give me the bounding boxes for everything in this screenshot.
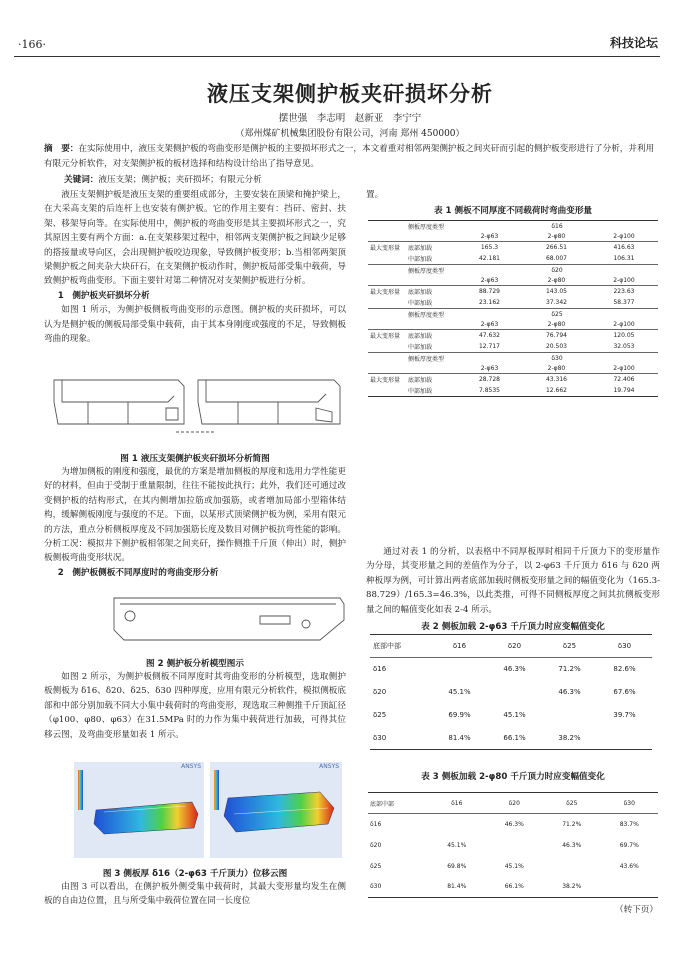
table-1-value-cell: 7.8535 bbox=[478, 387, 500, 394]
figure-1-caption: 图 1 液压支架侧护板夹矸损坏分析简图 bbox=[120, 454, 270, 464]
article-authors: 摆世强 李志明 赵新亚 李宁宁 bbox=[278, 113, 422, 124]
table-1-load-label: 中部加载 bbox=[406, 297, 456, 309]
table-1-value-cell: 12.717 bbox=[456, 341, 523, 353]
table-3-row-label: δ30 bbox=[370, 883, 382, 891]
table-1-middle-load-row bbox=[368, 297, 658, 309]
table-1-load-label: 中部加载 bbox=[408, 388, 433, 395]
table-1-col-head: 2-φ80 bbox=[523, 232, 590, 242]
table-2-col-head: δ16 bbox=[452, 642, 467, 650]
article-title: 液压支架侧护板夹矸损坏分析 bbox=[207, 82, 493, 106]
table-1-value-cell: 106.31 bbox=[590, 253, 658, 265]
table-1-row-label: 最大变形量 bbox=[370, 245, 401, 252]
table-1-value-cell: 223.63 bbox=[613, 288, 635, 295]
table-1-value-cell: 72.406 bbox=[613, 376, 635, 383]
table-1-empty-cell bbox=[368, 385, 406, 397]
table-2-row bbox=[370, 681, 652, 704]
table-1-col-head: 2-φ100 bbox=[590, 320, 658, 330]
table-1-empty-cell bbox=[406, 232, 456, 242]
table-1-load-label: 底部加载 bbox=[408, 333, 433, 340]
table-1-thickness-value: δ30 bbox=[551, 355, 563, 362]
table-1-value-cell: 28.728 bbox=[478, 376, 500, 383]
table-3-corner: 底部中部 bbox=[370, 800, 395, 808]
table-1-row-label: 最大变形量 bbox=[370, 289, 401, 296]
table-1-value-cell: 23.162 bbox=[456, 297, 523, 309]
fea-contour-right bbox=[210, 762, 342, 858]
table-1-thickness-row bbox=[368, 353, 658, 365]
right-column-continued bbox=[366, 188, 660, 202]
table-1-col-head: 2-φ63 bbox=[456, 364, 523, 374]
table-2-col-head: δ25 bbox=[562, 642, 577, 650]
figure-2-drawing bbox=[110, 590, 348, 648]
table-1-load-label: 底部加载 bbox=[408, 289, 433, 296]
page-number: ·166· bbox=[18, 38, 46, 51]
table-1-value-cell: 120.05 bbox=[613, 332, 635, 339]
table-2-row bbox=[370, 658, 652, 681]
table-3-value-cell: 43.6% bbox=[619, 862, 639, 870]
table-2-col-head: δ20 bbox=[507, 642, 522, 650]
ansys-logo-left: ANSYS bbox=[181, 763, 201, 770]
right-column-middle bbox=[366, 545, 660, 617]
table-1-col-head: 2-φ80 bbox=[523, 276, 590, 286]
table-1-value-cell: 20.503 bbox=[523, 341, 590, 353]
table-3-value-cell: 38.2% bbox=[562, 883, 582, 891]
table-1-thickness-label: 侧板厚度类型 bbox=[408, 312, 445, 319]
figure-2-caption: 图 2 侧护板分析模型图示 bbox=[146, 659, 244, 669]
table-1-bottom-load-row bbox=[368, 286, 658, 298]
continued-text: 置。 bbox=[366, 190, 384, 200]
table-1-col-head-row bbox=[368, 276, 658, 286]
table-1-col-head: 2-φ80 bbox=[523, 320, 590, 330]
table-1-thickness-row bbox=[368, 221, 658, 233]
table-1-thickness-value: δ20 bbox=[551, 267, 563, 274]
table-1-corner-cell bbox=[368, 221, 406, 233]
figure-2 bbox=[110, 590, 348, 648]
table-1-middle-load-row bbox=[368, 253, 658, 265]
table-1 bbox=[368, 220, 658, 397]
table-1-empty-cell bbox=[368, 253, 406, 265]
table-3-row bbox=[368, 877, 658, 898]
table-1-value-cell: 19.794 bbox=[613, 387, 635, 394]
table-1-row-label: 最大变形量 bbox=[370, 377, 401, 384]
table-3-value-cell: 81.4% bbox=[447, 883, 467, 891]
table-3-col-head: δ20 bbox=[508, 799, 520, 807]
table-3-value-cell: 66.1% bbox=[504, 883, 524, 891]
table-2-value-cell: 67.6% bbox=[613, 688, 636, 696]
table-1-empty-cell bbox=[368, 320, 406, 330]
table-1-thickness-label: 侧板厚度类型 bbox=[408, 224, 445, 231]
table-3-value-cell: 45.1% bbox=[447, 841, 467, 849]
table-1-thickness-label: 侧板厚度类型 bbox=[408, 268, 445, 275]
table-2-value-cell: 46.3% bbox=[503, 665, 526, 674]
table-3-col-head: δ30 bbox=[623, 799, 635, 807]
table-2-value-cell: 38.2% bbox=[558, 733, 581, 742]
table-1-value-cell: 76.794 bbox=[545, 332, 567, 339]
keywords-label: 关键词： bbox=[64, 175, 99, 185]
table-2-value-cell: 71.2% bbox=[558, 665, 581, 674]
table-3-row bbox=[368, 856, 658, 877]
table-1-value-cell: 42.181 bbox=[456, 253, 523, 265]
left-column-middle bbox=[44, 465, 346, 580]
table-1-empty-cell bbox=[406, 320, 456, 330]
table-2-row-label: δ30 bbox=[373, 733, 387, 742]
abstract-text: 在实际使用中，液压支架侧护板的弯曲变形是侧护板的主要损坏形式之一，本文着重对相邻两架侧护板之间夹矸而引起的侧护板变形进行了分析，并利用有限元分析软件，对支架侧护板的板材选择和结构设计给出了指导意见。 bbox=[44, 144, 655, 169]
table-1-col-head-row bbox=[368, 364, 658, 374]
table-3-value-cell bbox=[428, 814, 486, 835]
table-1-col-head: 2-φ63 bbox=[456, 232, 523, 242]
table-2 bbox=[370, 634, 652, 750]
table-3-row bbox=[368, 835, 658, 856]
table-1-bottom-load-row bbox=[368, 330, 658, 342]
paragraph-4: 由图 3 可以看出，在侧护板外侧受集中载荷时，其最大变形量均发生在侧板的自由边位置，且与所受集中载荷位置在同一长度位 bbox=[44, 882, 346, 907]
table-3-row bbox=[368, 814, 658, 835]
table-2-value-cell: 46.3% bbox=[558, 688, 581, 696]
section-1-heading: 1 侧护板夹矸损坏分析 bbox=[57, 290, 150, 301]
table-1-empty-cell bbox=[368, 341, 406, 353]
table-2-value-cell: 39.7% bbox=[613, 711, 636, 719]
paragraph-3: 如图 2 所示，为侧护板侧板不同厚度时其弯曲变形的分析模型，选取侧护板侧板为 δ16、δ20、δ25、δ30 四种厚度，应用有限元分析软件，模拟侧板底部和中部分别加载不同大小集中载荷时的弯曲变形，现选取三种侧推千斤顶缸径（φ100、φ80、φ63）在31.5MPa 时的力作为集中载荷进行加载，可得其位移云图，及弯曲变形量如表 1 所示。 bbox=[44, 672, 346, 740]
table-1-value-cell: 165.3 bbox=[480, 244, 499, 251]
fea-contour-left bbox=[74, 762, 204, 858]
figure-3-right-plot bbox=[210, 762, 342, 858]
table-2-corner: 底部中部 bbox=[373, 642, 401, 650]
left-column-bottom bbox=[44, 880, 346, 909]
table-1-col-head: 2-φ100 bbox=[590, 364, 658, 374]
table-1-col-head: 2-φ63 bbox=[456, 276, 523, 286]
table-3 bbox=[368, 792, 658, 898]
table-2-value-cell bbox=[432, 658, 487, 681]
table-1-caption: 表 1 侧板不同厚度不同载荷时弯曲变形量 bbox=[433, 206, 593, 216]
figure-3-left-plot bbox=[74, 762, 204, 858]
table-1-thickness-value: δ25 bbox=[551, 311, 563, 318]
table-1-middle-load-row bbox=[368, 385, 658, 397]
table-1-corner-cell bbox=[368, 353, 406, 365]
table-1-empty-cell bbox=[368, 232, 406, 242]
journal-section: 科技论坛 bbox=[609, 36, 658, 50]
section-1-paragraph: 如图 1 所示，为侧护板侧板弯曲变形的示意图。侧护板的夹矸损坏，可以认为是侧护板的侧板局部受集中载荷，由于其本身刚度或强度的不足，导致侧板弯曲的现象。 bbox=[44, 305, 346, 345]
table-2-header-row bbox=[370, 635, 652, 658]
figure-1-drawing bbox=[48, 372, 344, 444]
table-2-value-cell: 81.4% bbox=[448, 733, 471, 742]
table-1-col-head: 2-φ63 bbox=[456, 320, 523, 330]
table-2-value-cell: 82.6% bbox=[613, 665, 636, 674]
table-1-empty-cell bbox=[406, 364, 456, 374]
table-3-value-cell: 45.1% bbox=[504, 862, 524, 870]
table-3-row-label: δ25 bbox=[370, 862, 382, 870]
table-1-value-cell: 266.51 bbox=[545, 244, 567, 251]
table-1-empty-cell bbox=[368, 297, 406, 309]
table-3-col-head: δ16 bbox=[451, 799, 463, 807]
table-3-value-cell bbox=[543, 856, 601, 877]
table-2-col-head: δ30 bbox=[617, 642, 632, 650]
table-1-empty-cell bbox=[368, 276, 406, 286]
table-1-value-cell: 416.63 bbox=[613, 244, 635, 251]
table-2-value-cell bbox=[597, 727, 652, 750]
table-1-thickness-row bbox=[368, 265, 658, 277]
table-2-row-label: δ20 bbox=[373, 688, 387, 696]
keywords bbox=[64, 173, 654, 185]
table-1-load-label: 底部加载 bbox=[408, 245, 433, 252]
table-1-thickness-row bbox=[368, 309, 658, 321]
paragraph-2: 为增加侧板的刚度和强度，最优的方案是增加侧板的厚度和选用力学性能更好的材料，但由于受制于重量限制，往往不能按此执行；此外，我们还可通过改变侧护板的结构形式，在其内侧增加拉筋或加强筋，或者增加局部小型箱体结构，缓解侧板刚度与强度的不足。下面，以某形式顶梁侧护板为例，采用有限元的方法，重点分析侧板厚度及不同加强筋长度及数目对侧护板抗弯性能的影响。分析工况：模拟井下侧护板相邻架之间夹矸，操作侧推千斤顶（伸出）时，侧护板侧板弯曲变形状况。 bbox=[44, 467, 346, 564]
table-3-caption: 表 3 侧板加载 2-φ80 千斤顶力时应变幅值变化 bbox=[421, 772, 605, 782]
table-2-value-cell: 69.9% bbox=[448, 711, 471, 719]
table-2-row-label: δ16 bbox=[373, 665, 387, 674]
table-1-bottom-load-row bbox=[368, 374, 658, 386]
table-1-empty-cell bbox=[368, 364, 406, 374]
table-2-value-cell: 66.1% bbox=[503, 733, 526, 742]
table-3-value-cell bbox=[601, 877, 659, 898]
table-1-value-cell: 12.662 bbox=[545, 387, 567, 394]
table-1-value-cell: 43.316 bbox=[545, 376, 567, 383]
header-rule bbox=[14, 56, 660, 57]
figure-1 bbox=[48, 372, 344, 444]
table-3-value-cell: 71.2% bbox=[562, 820, 582, 828]
table-1-value-cell: 68.007 bbox=[523, 253, 590, 265]
article-affiliation: （郑州煤矿机械集团股份有限公司，河南 郑州 450000） bbox=[235, 129, 465, 139]
table-3-value-cell: 69.8% bbox=[447, 862, 467, 870]
table-2-row bbox=[370, 704, 652, 727]
table-1-value-cell: 47.632 bbox=[478, 332, 500, 339]
table-1-thickness-label: 侧板厚度类型 bbox=[408, 356, 445, 363]
table-2-row-label: δ25 bbox=[373, 711, 387, 719]
table-1-value-cell: 58.377 bbox=[590, 297, 658, 309]
table-3-value-cell: 69.7% bbox=[619, 841, 639, 849]
table-1-value-cell: 37.342 bbox=[523, 297, 590, 309]
table-1-value-cell: 88.729 bbox=[478, 288, 500, 295]
keywords-text: 液压支架；侧护板；夹矸损坏；有限元分析 bbox=[98, 175, 262, 185]
table-1-col-head-row bbox=[368, 320, 658, 330]
table-1-col-head-row bbox=[368, 232, 658, 242]
table-1-col-head: 2-φ80 bbox=[523, 364, 590, 374]
table-1-value-cell: 32.053 bbox=[590, 341, 658, 353]
table-1-corner-cell bbox=[368, 309, 406, 321]
abstract-label: 摘 要： bbox=[44, 144, 79, 154]
table-1-corner-cell bbox=[368, 265, 406, 277]
table-1-col-head: 2-φ100 bbox=[590, 232, 658, 242]
table-2-caption: 表 2 侧板加载 2-φ63 千斤顶力时应变幅值变化 bbox=[421, 622, 605, 632]
table-2-row bbox=[370, 727, 652, 750]
table-2-value-cell: 45.1% bbox=[503, 711, 526, 719]
table-3-col-head: δ25 bbox=[566, 799, 578, 807]
table-2-value-cell bbox=[542, 704, 597, 727]
table-1-middle-load-row bbox=[368, 341, 658, 353]
table-2-value-cell bbox=[487, 681, 542, 704]
table-1-row-label: 最大变形量 bbox=[370, 333, 401, 340]
continued-next-page: （转下页） bbox=[615, 905, 658, 915]
section-2-heading: 2 侧护板侧板不同厚度时的弯曲变形分析 bbox=[57, 567, 219, 578]
table-1-load-label: 中部加载 bbox=[406, 253, 456, 265]
table-3-row-label: δ16 bbox=[370, 820, 382, 828]
table-1-load-label: 底部加载 bbox=[408, 377, 433, 384]
table-3-value-cell: 46.3% bbox=[504, 820, 524, 828]
figure-3-caption: 图 3 侧板厚 δ16（2-φ63 千斤顶力）位移云图 bbox=[102, 869, 288, 879]
table-2-value-cell: 45.1% bbox=[448, 688, 471, 696]
table-3-value-cell: 83.7% bbox=[619, 820, 639, 828]
table-3-value-cell bbox=[486, 835, 544, 856]
table-3-header-row bbox=[368, 793, 658, 814]
table-1-bottom-load-row bbox=[368, 242, 658, 254]
table-1-empty-cell bbox=[406, 276, 456, 286]
table-1-col-head: 2-φ100 bbox=[590, 276, 658, 286]
left-column-top bbox=[44, 188, 346, 346]
table-1-thickness-value: δ16 bbox=[551, 223, 563, 230]
table-3-row-label: δ20 bbox=[370, 841, 382, 849]
table-1-value-cell: 143.05 bbox=[545, 288, 567, 295]
abstract bbox=[44, 142, 658, 172]
intro-paragraph: 液压支架侧护板是液压支架的重要组成部分，主要安装在顶梁和掩护梁上，在大采高支架的后连杆上也安装有侧护板。它的作用主要有：挡矸、密封、扶架、移架导向等。在实际使用中，侧护板的弯曲变形是其主要损坏形式之一，究其原因主要有两个方面：a.在支架移架过程中，相邻两支架侧护板之间缺少足够的搭接量或导向区，会出现侧护板咬边现象，导致侧护板变形；b.当相邻两架顶梁侧护板之间夹杂大块矸石，在支架侧护板动作时，侧护板局部受集中载荷，导致侧护板弯曲变形。下面主要针对第二种情况对支架侧护板进行分析。 bbox=[44, 190, 346, 287]
left-column-lower bbox=[44, 670, 346, 742]
paragraph-after-table-1: 通过对表 1 的分析，以表格中不同厚板厚时相同千斤顶力下的变形量作为分母，其变形量之间的差值作为分子，以 2-φ63 千斤顶力 δ16 与 δ20 两种板厚为例，可计算出两者底部加载时侧板变形量之间的幅值变化为（165.3-88.729）/165.3=46.3%，以此类推，可得不同侧板厚度之间其抗侧板变形量之间的幅值变化如表 2-4 所示。 bbox=[366, 547, 660, 615]
ansys-logo-right: ANSYS bbox=[319, 763, 339, 770]
table-3-value-cell: 46.3% bbox=[562, 841, 582, 849]
table-1-load-label: 中部加载 bbox=[406, 341, 456, 353]
